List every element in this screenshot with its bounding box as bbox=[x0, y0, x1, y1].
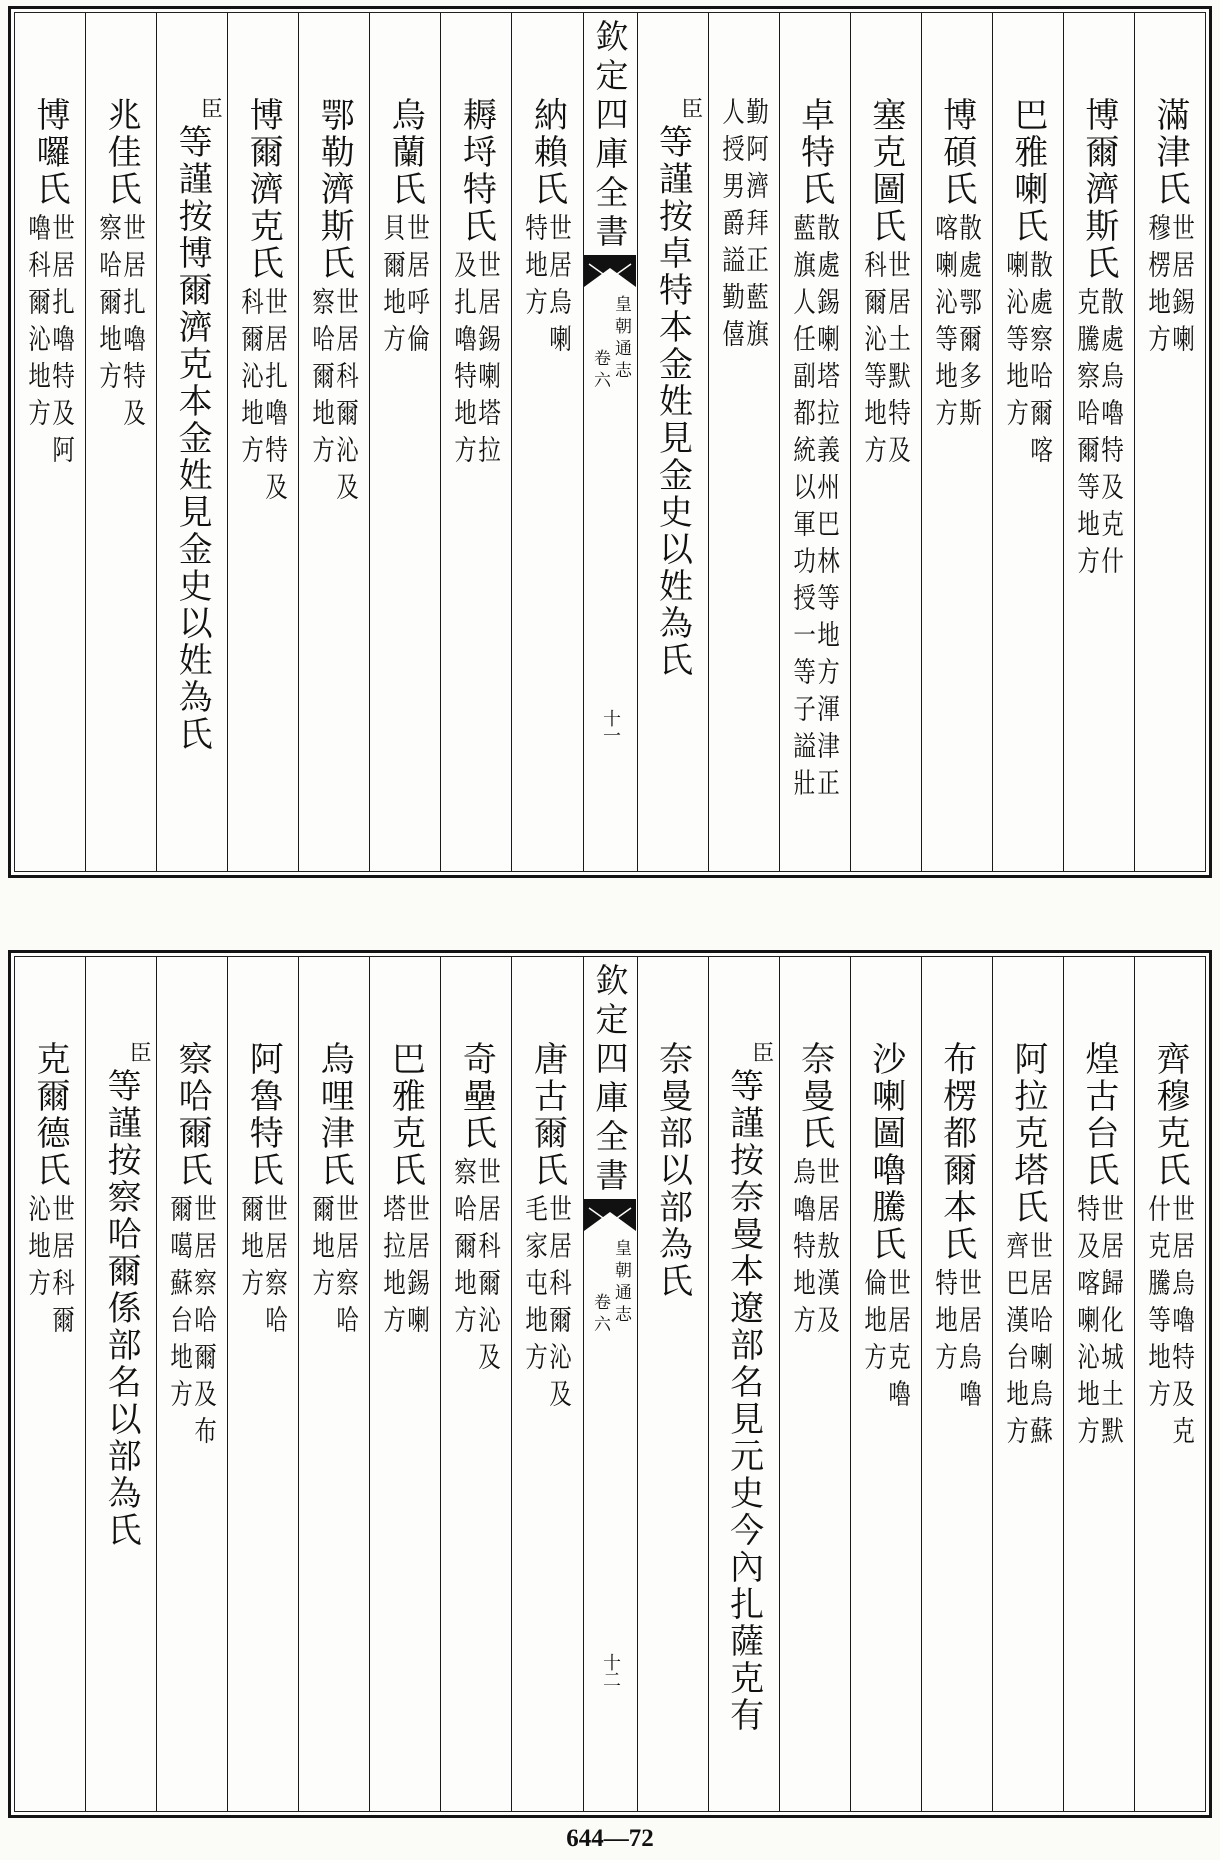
commentary-text: 等謹按察哈爾係部名以部為氏 bbox=[101, 1068, 142, 1549]
annotation-right-line: 散處察哈爾喀 bbox=[1027, 250, 1054, 472]
work-meta bbox=[591, 1239, 629, 1337]
fish-tail-mark bbox=[584, 1199, 636, 1231]
entry-column bbox=[512, 957, 583, 1811]
annotation bbox=[522, 213, 574, 361]
annotation-right-line: 世居烏喇 bbox=[546, 213, 574, 361]
entry-column bbox=[441, 957, 512, 1811]
entry-column bbox=[228, 13, 299, 871]
commentary-text: 奈曼部以部為氏 bbox=[652, 1041, 693, 1300]
annotation bbox=[718, 97, 770, 356]
annotation-left-line: 特及喀喇沁地方 bbox=[1074, 1194, 1101, 1453]
entry-column bbox=[993, 13, 1064, 871]
honorific-chen: 臣 bbox=[748, 1041, 774, 1063]
leaf-frame bbox=[14, 956, 1206, 1812]
annotation-right-line: 世居哈喇烏蘇 bbox=[1027, 1231, 1054, 1453]
annotation bbox=[309, 287, 360, 509]
annotation-right-line: 世居扎嚕特及阿 bbox=[49, 213, 76, 472]
center-column bbox=[584, 957, 638, 1811]
page-number: 十二 bbox=[600, 1653, 621, 1687]
annotation bbox=[451, 250, 503, 472]
clan-name: 博囉氏 bbox=[30, 97, 71, 208]
annotation bbox=[1003, 1231, 1054, 1453]
annotation-right-line: 散處錫喇塔拉義州巴林等地方渾津正 bbox=[813, 213, 841, 805]
annotation bbox=[931, 213, 983, 435]
leaf-bottom bbox=[8, 950, 1212, 1818]
annotation-left-line: 察哈爾地方 bbox=[96, 213, 123, 398]
annotation-right-line: 世居察哈 bbox=[333, 1194, 360, 1342]
annotation-right-line: 世居呼倫 bbox=[404, 213, 431, 361]
annotation-left-line: 喇沁等地方 bbox=[1003, 250, 1030, 435]
annotation-right-line: 世居錫喇 bbox=[404, 1194, 431, 1342]
annotation-left-line: 沁地方 bbox=[25, 1194, 52, 1305]
clan-name: 布楞都爾本氏 bbox=[936, 1041, 977, 1263]
annotation bbox=[1145, 213, 1196, 361]
annotation bbox=[380, 213, 431, 361]
entry-column bbox=[299, 957, 370, 1811]
annotation bbox=[96, 213, 147, 435]
clan-name: 克爾德氏 bbox=[30, 1041, 71, 1189]
annotation-right-line: 世居科爾沁及 bbox=[333, 287, 360, 509]
clan-name: 耨埒特氏 bbox=[456, 97, 497, 245]
annotation-right-line: 世居烏嚕 bbox=[955, 1268, 983, 1416]
annotation bbox=[380, 1194, 431, 1342]
entry-column bbox=[922, 13, 993, 871]
annotation-left-line: 人授男爵謚勤僖 bbox=[718, 97, 746, 356]
leaf-top bbox=[8, 6, 1212, 878]
commentary-continuation-column bbox=[638, 957, 709, 1811]
work-meta bbox=[591, 295, 629, 393]
annotation-left-line: 嚕科爾沁地方 bbox=[25, 213, 52, 435]
annotation-left-line: 齊巴漢台地方 bbox=[1003, 1231, 1030, 1453]
annotation bbox=[25, 213, 76, 472]
clan-name: 博爾濟克氏 bbox=[243, 97, 284, 282]
entry-column bbox=[370, 13, 441, 871]
annotation-left-line: 科爾沁地方 bbox=[238, 287, 265, 472]
commentary-column bbox=[638, 13, 709, 871]
clan-name: 煌古台氏 bbox=[1078, 1041, 1119, 1189]
annotation-left-line: 爾地方 bbox=[238, 1194, 265, 1305]
juan-label: 卷六 bbox=[590, 349, 610, 393]
clan-name: 兆佳氏 bbox=[101, 97, 142, 208]
leaf-frame bbox=[14, 12, 1206, 872]
annotation bbox=[789, 1157, 841, 1342]
work-title: 皇朝通志 bbox=[611, 1239, 631, 1327]
clan-name: 奇壘氏 bbox=[456, 1041, 497, 1152]
annotation bbox=[238, 1194, 289, 1342]
center-column bbox=[584, 13, 638, 871]
entry-column bbox=[157, 957, 228, 1811]
juan-label: 卷六 bbox=[590, 1293, 610, 1337]
annotation bbox=[860, 250, 912, 472]
commentary-column bbox=[157, 13, 228, 871]
annotation-right-line: 世居科爾 bbox=[49, 1194, 76, 1342]
annotation-left-line: 塔拉地方 bbox=[380, 1194, 407, 1342]
annotation bbox=[238, 287, 289, 509]
clan-name: 滿津氏 bbox=[1149, 97, 1190, 208]
annotation bbox=[1003, 250, 1054, 472]
clan-name: 鄂勒濟斯氏 bbox=[314, 97, 355, 282]
annotation bbox=[789, 213, 841, 805]
book-title: 欽定四庫全書 bbox=[590, 19, 630, 253]
annotation-left-line: 藍旗人任副都統以軍功授一等子謚壯 bbox=[789, 213, 817, 805]
annotation-right-line: 世居克嚕 bbox=[884, 1268, 912, 1416]
entry-column bbox=[15, 13, 86, 871]
entry-column bbox=[851, 957, 922, 1811]
clan-name: 巴雅克氏 bbox=[385, 1041, 426, 1189]
annotation-right-line: 世居歸化城土默 bbox=[1098, 1194, 1125, 1453]
annotation bbox=[522, 1194, 574, 1416]
entry-column bbox=[780, 957, 851, 1811]
entry-column bbox=[299, 13, 370, 871]
annotation-right-line: 世居扎嚕特及 bbox=[120, 213, 147, 435]
annotation-left-line: 爾噶蘇台地方 bbox=[167, 1194, 194, 1416]
annotation-right-line: 世居扎嚕特及 bbox=[262, 287, 289, 509]
annotation-right-line: 世居科爾沁及 bbox=[475, 1157, 503, 1379]
entry-column bbox=[512, 13, 583, 871]
commentary-column bbox=[86, 957, 157, 1811]
honorific-chen: 臣 bbox=[677, 97, 703, 119]
entry-column bbox=[780, 13, 851, 871]
annotation-right-line: 勤阿濟拜正藍旗 bbox=[742, 97, 770, 356]
annotation-left-line: 穆楞地方 bbox=[1145, 213, 1172, 361]
commentary-column bbox=[709, 957, 780, 1811]
annotation bbox=[931, 1268, 983, 1416]
annotation-left-line: 察哈爾地方 bbox=[451, 1157, 479, 1342]
annotation-right-line: 世居察哈 bbox=[262, 1194, 289, 1342]
annotation-right-line: 世居敖漢及 bbox=[813, 1157, 841, 1342]
fish-tail-mark bbox=[584, 255, 636, 287]
annotation-right-line: 散處鄂爾多斯 bbox=[955, 213, 983, 435]
annotation-right-line: 世居烏嚕特及克 bbox=[1169, 1194, 1196, 1453]
annotation-left-line: 毛家屯地方 bbox=[522, 1194, 550, 1379]
annotation-right-line: 世居科爾沁及 bbox=[546, 1194, 574, 1416]
clan-name: 察哈爾氏 bbox=[172, 1041, 213, 1189]
annotation bbox=[1074, 1194, 1125, 1453]
annotation-left-line: 特地方 bbox=[931, 1268, 959, 1379]
clan-name: 塞克圖氏 bbox=[865, 97, 906, 245]
entry-column bbox=[851, 13, 922, 871]
annotation bbox=[860, 1268, 912, 1416]
annotation-left-line: 特地方 bbox=[522, 213, 550, 324]
clan-name: 巴雅喇氏 bbox=[1007, 97, 1048, 245]
annotation-right-line: 世居土默特及 bbox=[884, 250, 912, 472]
clan-name: 齊穆克氏 bbox=[1149, 1041, 1190, 1189]
honorific-chen: 臣 bbox=[126, 1041, 152, 1063]
annotation-left-line: 及扎嚕特地方 bbox=[451, 250, 479, 472]
clan-name: 沙喇圖嚕騰氏 bbox=[865, 1041, 906, 1263]
clan-name: 納賴氏 bbox=[527, 97, 568, 208]
annotation bbox=[1145, 1194, 1196, 1453]
honorific-chen: 臣 bbox=[197, 97, 223, 119]
entry-column bbox=[1135, 13, 1205, 871]
annotation bbox=[1074, 287, 1125, 583]
clan-name: 烏哩津氏 bbox=[314, 1041, 355, 1189]
annotation bbox=[25, 1194, 76, 1342]
annotation bbox=[167, 1194, 218, 1453]
clan-name: 博碩氏 bbox=[936, 97, 977, 208]
page-code: 644—72 bbox=[566, 1825, 654, 1852]
annotation bbox=[451, 1157, 503, 1379]
annotation-left-line: 烏嚕特地方 bbox=[789, 1157, 817, 1342]
entry-column bbox=[993, 957, 1064, 1811]
entry-column bbox=[1135, 957, 1205, 1811]
entry-column bbox=[1064, 957, 1135, 1811]
clan-name: 烏蘭氏 bbox=[385, 97, 426, 208]
annotation-left-line: 爾地方 bbox=[309, 1194, 336, 1305]
work-title: 皇朝通志 bbox=[611, 295, 631, 383]
annotation-left-line: 察哈爾地方 bbox=[309, 287, 336, 472]
page-number: 十一 bbox=[600, 709, 621, 743]
annotation-continuation-column bbox=[709, 13, 780, 871]
book-title: 欽定四庫全書 bbox=[590, 963, 630, 1197]
entry-column bbox=[441, 13, 512, 871]
entry-column bbox=[1064, 13, 1135, 871]
entry-column bbox=[370, 957, 441, 1811]
commentary-text: 等謹按奈曼本遼部名見元史今內扎薩克有 bbox=[723, 1068, 764, 1734]
annotation-right-line: 世居錫喇塔拉 bbox=[475, 250, 503, 472]
annotation-right-line: 散處烏嚕特及克什 bbox=[1098, 287, 1125, 583]
annotation-left-line: 什克騰等地方 bbox=[1145, 1194, 1172, 1416]
commentary-text: 等謹按博爾濟克本金姓見金史以姓為氏 bbox=[172, 124, 213, 753]
entry-column bbox=[228, 957, 299, 1811]
entry-column bbox=[922, 957, 993, 1811]
clan-name: 阿魯特氏 bbox=[243, 1041, 284, 1189]
annotation-left-line: 喀喇沁等地方 bbox=[931, 213, 959, 435]
entry-column bbox=[86, 13, 157, 871]
commentary-text: 等謹按卓特本金姓見金史以姓為氏 bbox=[652, 124, 693, 679]
annotation-left-line: 科爾沁等地方 bbox=[860, 250, 888, 472]
clan-name: 唐古爾氏 bbox=[527, 1041, 568, 1189]
clan-name: 博爾濟斯氏 bbox=[1078, 97, 1119, 282]
clan-name: 奈曼氏 bbox=[794, 1041, 835, 1152]
annotation bbox=[309, 1194, 360, 1342]
annotation-left-line: 克騰察哈爾等地方 bbox=[1074, 287, 1101, 583]
entry-column bbox=[15, 957, 86, 1811]
clan-name: 卓特氏 bbox=[794, 97, 835, 208]
clan-name: 阿拉克塔氏 bbox=[1007, 1041, 1048, 1226]
annotation-left-line: 貝爾地方 bbox=[380, 213, 407, 361]
annotation-left-line: 倫地方 bbox=[860, 1268, 888, 1379]
annotation-right-line: 世居錫喇 bbox=[1169, 213, 1196, 361]
annotation-right-line: 世居察哈爾及布 bbox=[191, 1194, 218, 1453]
